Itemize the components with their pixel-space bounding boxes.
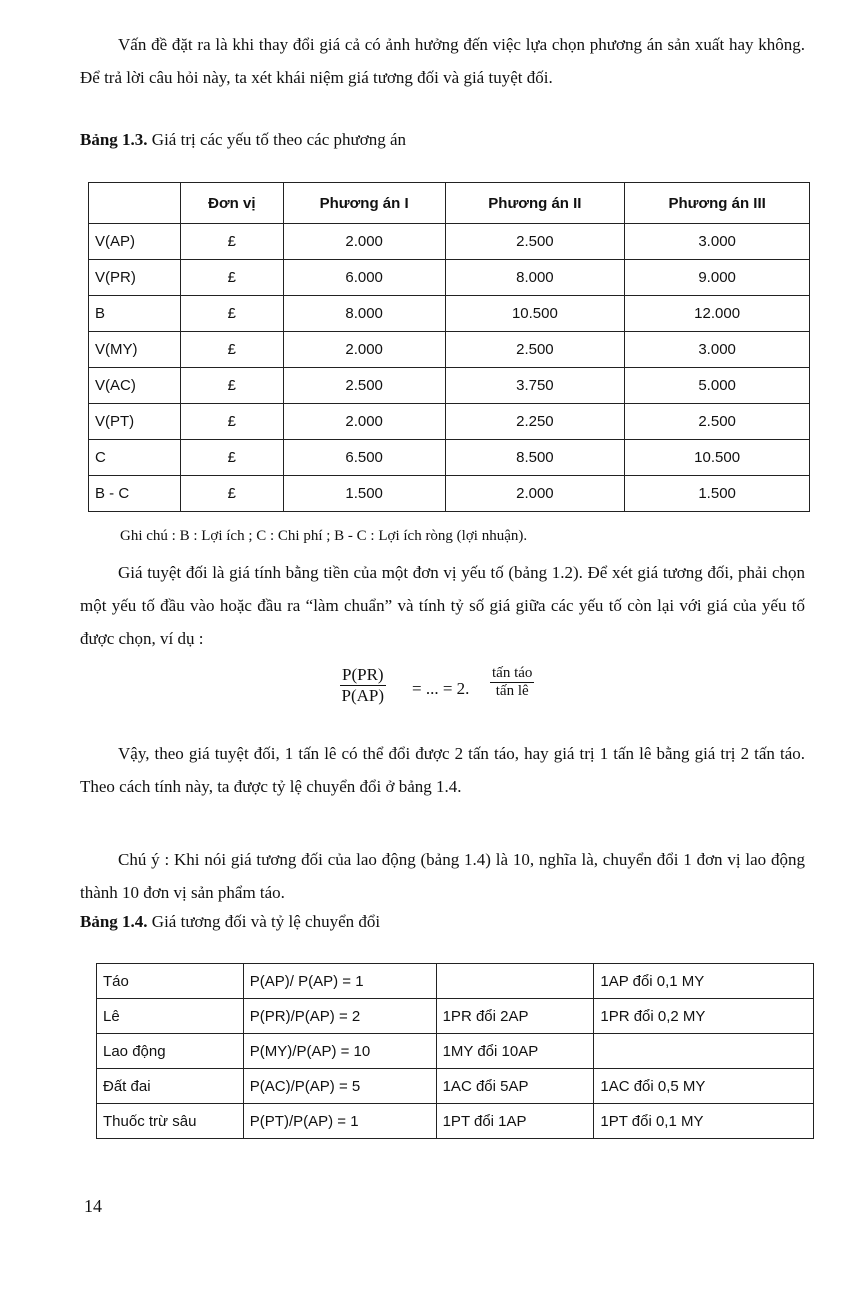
table-cell: 2.500 bbox=[445, 224, 625, 260]
table13-header-cell: Phương án III bbox=[625, 183, 810, 224]
table-row bbox=[97, 964, 814, 999]
table-cell: Táo bbox=[97, 964, 244, 999]
table13-header-cell bbox=[89, 183, 181, 224]
table-cell: 3.000 bbox=[625, 332, 810, 368]
paragraph-intro-text: Vấn đề đặt ra là khi thay đổi giá cả có ảnh hưởng đến việc lựa chọn phương án sản xuất hay không. Để trả lời câu hỏi này, ta xét khái niệm giá tương đối và giá tuyệt đối. bbox=[80, 35, 805, 87]
table14-caption-label: Bảng 1.4. bbox=[80, 912, 148, 931]
table-cell: 1.500 bbox=[625, 476, 810, 512]
table-cell: 8.500 bbox=[445, 440, 625, 476]
formula-equals: = ... = 2. bbox=[412, 679, 470, 698]
table-cell: 2.500 bbox=[625, 404, 810, 440]
table-cell: £ bbox=[180, 404, 283, 440]
page-number: 14 bbox=[84, 1196, 102, 1216]
table-cell: 3.000 bbox=[625, 224, 810, 260]
paragraph-note-labor-text: Chú ý : Khi nói giá tương đối của lao động (bảng 1.4) là 10, nghĩa là, chuyển đổi 1 đơn vị lao động thành 10 đơn vị sản phẩm táo. bbox=[80, 850, 805, 902]
table-cell: 1AC đổi 5AP bbox=[436, 1069, 594, 1104]
table-cell: V(MY) bbox=[89, 332, 181, 368]
table-row bbox=[97, 999, 814, 1034]
table-cell: 2.250 bbox=[445, 404, 625, 440]
table-cell: B - C bbox=[89, 476, 181, 512]
table-1-3 bbox=[88, 182, 810, 512]
table-cell: V(AC) bbox=[89, 368, 181, 404]
table-cell: Thuốc trừ sâu bbox=[97, 1104, 244, 1139]
table-cell: 2.000 bbox=[283, 404, 445, 440]
formula-unit-denominator: tấn lê bbox=[495, 683, 529, 699]
table-cell: 1MY đổi 10AP bbox=[436, 1034, 594, 1069]
table-cell: £ bbox=[180, 440, 283, 476]
table-cell: 2.000 bbox=[283, 332, 445, 368]
table-cell: 1PT đổi 1AP bbox=[436, 1104, 594, 1139]
table13-caption-text: Giá trị các yếu tố theo các phương án bbox=[147, 130, 407, 149]
table-cell: 2.500 bbox=[445, 332, 625, 368]
table-cell bbox=[594, 1034, 814, 1069]
table-row bbox=[89, 404, 810, 440]
table-cell: C bbox=[89, 440, 181, 476]
table14-caption bbox=[80, 912, 380, 932]
table13-caption-label: Bảng 1.3. bbox=[80, 130, 148, 149]
paragraph-conversion bbox=[80, 737, 805, 803]
table-cell: 5.000 bbox=[625, 368, 810, 404]
table-row bbox=[89, 476, 810, 512]
table-cell: P(AP)/ P(AP) = 1 bbox=[243, 964, 436, 999]
table-cell: 1PT đổi 0,1 MY bbox=[594, 1104, 814, 1139]
table-row bbox=[89, 440, 810, 476]
table-row bbox=[89, 368, 810, 404]
table-cell: 6.500 bbox=[283, 440, 445, 476]
table-row bbox=[97, 1034, 814, 1069]
table-row bbox=[89, 332, 810, 368]
table-cell: 9.000 bbox=[625, 260, 810, 296]
table-cell: £ bbox=[180, 296, 283, 332]
table-cell: 2.000 bbox=[445, 476, 625, 512]
table-row bbox=[89, 296, 810, 332]
formula-denominator: P(AP) bbox=[341, 686, 385, 705]
table-cell: B bbox=[89, 296, 181, 332]
table-cell: 10.500 bbox=[445, 296, 625, 332]
formula-numerator: P(PR) bbox=[342, 665, 384, 684]
table13-header-cell: Đơn vị bbox=[180, 183, 283, 224]
table14-caption-text: Giá tương đối và tỷ lệ chuyển đổi bbox=[147, 912, 381, 931]
paragraph-note-labor bbox=[80, 843, 805, 909]
table-row bbox=[89, 260, 810, 296]
price-ratio-formula bbox=[340, 665, 580, 725]
table-cell: P(PT)/P(AP) = 1 bbox=[243, 1104, 436, 1139]
table-row bbox=[97, 1104, 814, 1139]
table-cell: Lao động bbox=[97, 1034, 244, 1069]
table-1-4 bbox=[96, 963, 814, 1139]
table-row bbox=[89, 224, 810, 260]
table-cell: £ bbox=[180, 332, 283, 368]
formula-fraction-price bbox=[340, 665, 386, 706]
table-cell: P(PR)/P(AP) = 2 bbox=[243, 999, 436, 1034]
table13-caption bbox=[80, 130, 406, 150]
table13-header-cell: Phương án I bbox=[283, 183, 445, 224]
table-cell: Đất đai bbox=[97, 1069, 244, 1104]
table-cell: 10.500 bbox=[625, 440, 810, 476]
table-cell: 1.500 bbox=[283, 476, 445, 512]
table13-note: Ghi chú : B : Lợi ích ; C : Chi phí ; B - C : Lợi ích ròng (lợi nhuận). bbox=[120, 528, 528, 544]
paragraph-intro bbox=[80, 28, 805, 94]
table-cell: Lê bbox=[97, 999, 244, 1034]
table-cell: 1PR đổi 2AP bbox=[436, 999, 594, 1034]
formula-unit-numerator: tấn táo bbox=[492, 665, 533, 681]
table-cell: V(AP) bbox=[89, 224, 181, 260]
table-cell: 1AP đổi 0,1 MY bbox=[594, 964, 814, 999]
table-cell bbox=[436, 964, 594, 999]
paragraph-absolute-price bbox=[80, 556, 805, 655]
table13-header-row bbox=[89, 183, 810, 224]
table-cell: V(PR) bbox=[89, 260, 181, 296]
table-cell: 3.750 bbox=[445, 368, 625, 404]
table-cell: £ bbox=[180, 260, 283, 296]
table-cell: V(PT) bbox=[89, 404, 181, 440]
paragraph-conversion-text: Vậy, theo giá tuyệt đối, 1 tấn lê có thể đổi được 2 tấn táo, hay giá trị 1 tấn lê bằng giá trị 2 tấn táo. Theo cách tính này, ta được tỷ lệ chuyển đổi ở bảng 1.4. bbox=[80, 744, 805, 796]
table-row bbox=[97, 1069, 814, 1104]
formula-fraction-units bbox=[490, 665, 534, 700]
table-cell: 8.000 bbox=[283, 296, 445, 332]
table-cell: P(AC)/P(AP) = 5 bbox=[243, 1069, 436, 1104]
table-cell: £ bbox=[180, 476, 283, 512]
table-cell: 2.000 bbox=[283, 224, 445, 260]
table-cell: P(MY)/P(AP) = 10 bbox=[243, 1034, 436, 1069]
table-cell: 1AC đổi 0,5 MY bbox=[594, 1069, 814, 1104]
table-cell: £ bbox=[180, 368, 283, 404]
table-cell: 2.500 bbox=[283, 368, 445, 404]
table-cell: 12.000 bbox=[625, 296, 810, 332]
table-cell: 6.000 bbox=[283, 260, 445, 296]
table13-header-cell: Phương án II bbox=[445, 183, 625, 224]
table-cell: 8.000 bbox=[445, 260, 625, 296]
table-cell: £ bbox=[180, 224, 283, 260]
paragraph-absolute-price-text: Giá tuyệt đối là giá tính bằng tiền của một đơn vị yếu tố (bảng 1.2). Để xét giá tương đối, phải chọn một yếu tố đầu vào hoặc đầu ra “làm chuẩn” và tính tỷ số giá giữa các yếu tố còn lại với giá của yếu tố được chọn, ví dụ : bbox=[80, 563, 805, 648]
table-cell: 1PR đổi 0,2 MY bbox=[594, 999, 814, 1034]
